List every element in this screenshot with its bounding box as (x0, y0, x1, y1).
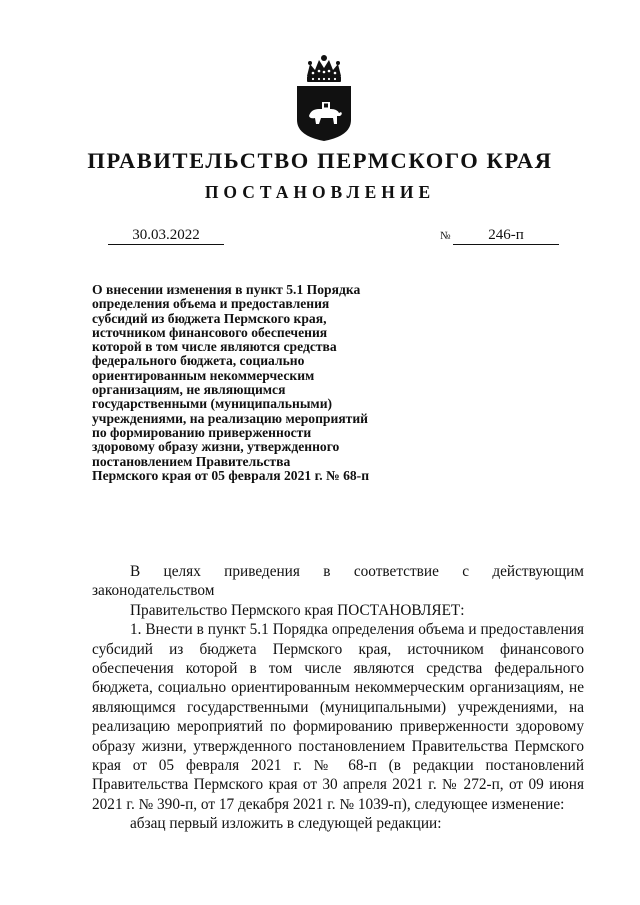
heading-line: ориентированным некоммерческим (92, 367, 315, 383)
amendment-paragraph: абзац первый изложить в следующей редакции: (130, 815, 442, 833)
government-title: ПРАВИТЕЛЬСТВО ПЕРМСКОГО КРАЯ (87, 148, 553, 173)
heading-line: постановлением Правительства (92, 453, 291, 469)
heading-line: источником финансового обеспечения (92, 324, 328, 340)
heading-line: государственными (муниципальными) (92, 396, 333, 412)
heading-line: Пермского края от 05 февраля 2021 г. № 68-п (92, 467, 370, 483)
heading-line: здоровому образу жизни, утвержденного (92, 439, 340, 455)
preamble-paragraph: В целях приведения в соответствие с действующим законодательством (92, 563, 584, 600)
heading-line: определения объема и предоставления (92, 296, 330, 312)
heading-line: по формированию приверженности (92, 424, 312, 440)
number-label: № (440, 230, 451, 242)
heading-line: которой в том числе являются средства (92, 339, 337, 355)
heading-line: субсидий из бюджета Пермского края, (92, 310, 327, 326)
document-number: 246-п (453, 226, 559, 245)
resolution-paragraph: Правительство Пермского края ПОСТАНОВЛЯЕТ: (130, 601, 465, 619)
clause-1-paragraph: 1. Внести в пункт 5.1 Порядка определения объема и предоставления субсидий из бюджета Пермского края, источником финансового обеспечения которой в том числе являются средства федерального бюджета, социально ориентированным некоммерческим организациям, не являющимся государственными (муниципальными) учреждениями, на реализацию мероприятий по формированию приверженности здоровому образу жизни, утвержденного постановлением Правительства Пермского края от 05 февраля 2021 г. № 68-п (в редакции постановлений Правительства Пермского края от 30 апреля 2021 г. № 272-п, от 09 июня 2021 г. № 390-п, от 17 декабря 2021 г. № 1039-п), следующее изменение: (92, 621, 584, 813)
document-body (92, 562, 584, 834)
heading-line: организациям, не являющимся (92, 382, 286, 398)
heading-line: учреждениями, на реализацию мероприятий (92, 410, 369, 426)
heading-line: О внесении изменения в пункт 5.1 Порядка (92, 282, 361, 297)
document-date: 30.03.2022 (108, 226, 224, 245)
document-type: ПОСТАНОВЛЕНИЕ (204, 182, 436, 202)
document-heading (92, 283, 432, 483)
coat-of-arms-emblem (293, 54, 355, 142)
heading-line: федерального бюджета, социально (92, 353, 305, 369)
